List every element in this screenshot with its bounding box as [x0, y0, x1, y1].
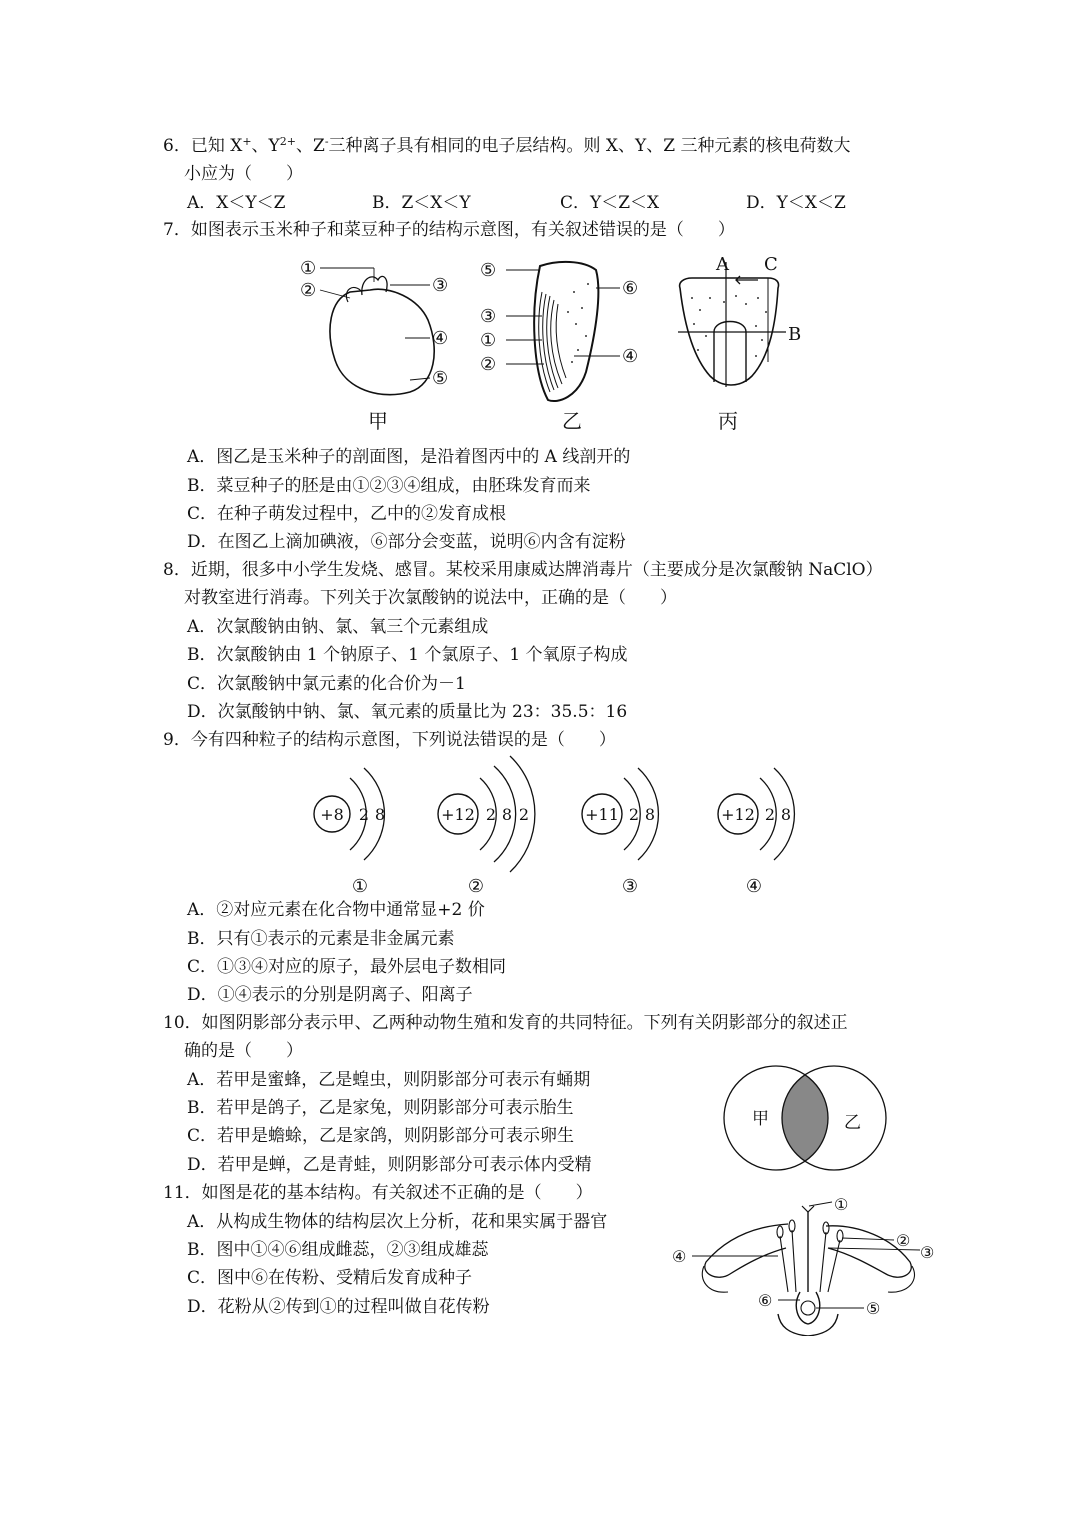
flower-mark-3: ③	[920, 1243, 935, 1262]
yi-mark-5: ⑤	[480, 260, 497, 281]
flower-diagram	[668, 1196, 940, 1336]
q10-option-a: A．若甲是蜜蜂，乙是蝗虫，则阴影部分可表示有蛹期	[187, 1070, 591, 1090]
particle-4-shell-2: 8	[780, 805, 792, 824]
venn-label-right: 乙	[844, 1113, 861, 1133]
q6-option-a: A．X＜Y＜Z	[187, 193, 286, 213]
q9-option-b: B．只有①表示的元素是非金属元素	[187, 929, 455, 949]
flower-ovule	[801, 1301, 815, 1315]
particle-2-nucleus: +12	[441, 805, 475, 824]
particle-2-label: ②	[467, 876, 485, 897]
particle-2-shell-2: 8	[501, 805, 513, 824]
particle-3-shell-2: 8	[644, 805, 656, 824]
jia-mark-1: ①	[300, 258, 317, 279]
flower-mark-5: ⑤	[866, 1299, 881, 1318]
q11-option-b: B．图中①④⑥组成雌蕊，②③组成雄蕊	[187, 1240, 489, 1260]
q6-option-b: B．Z＜X＜Y	[372, 193, 471, 213]
particle-2-shell-1: 2	[485, 805, 497, 824]
yi-mark-6: ⑥	[622, 278, 639, 299]
q9-option-a: A．②对应元素在化合物中通常显+2 价	[187, 900, 485, 920]
yi-caption: 乙	[562, 409, 582, 433]
bing-mark-c: C	[764, 254, 778, 275]
particle-4	[718, 768, 794, 897]
q6-option-c: C．Y＜Z＜X	[560, 193, 660, 213]
q6-stem-line1: 6．已知 X+、$Y^{2+}$、Z-三种离子具有相同的电子层结构。则 X、Y、Z 三种元素的核电荷数大	[163, 135, 851, 156]
corn-seed-outline	[534, 262, 598, 401]
yi-mark-1: ①	[480, 330, 497, 351]
q7-option-a: A．图乙是玉米种子的剖面图，是沿着图丙中的 A 线剖开的	[187, 447, 631, 467]
jia-mark-3: ③	[432, 275, 449, 296]
q7-option-c: C．在种子萌发过程中，乙中的②发育成根	[187, 504, 507, 524]
q6-stem-line2: 小应为（ ）	[184, 164, 303, 184]
particle-2	[438, 756, 535, 897]
jia-caption: 甲	[368, 409, 388, 433]
q10-option-c: C．若甲是蟾蜍，乙是家鸽，则阴影部分可表示卵生	[187, 1126, 575, 1146]
q11-option-a: A．从构成生物体的结构层次上分析，花和果实属于器官	[187, 1212, 608, 1232]
particle-1	[314, 768, 385, 897]
q10-option-b: B．若甲是鸽子，乙是家兔，则阴影部分可表示胎生	[187, 1098, 574, 1118]
particle-1-shell-2: 8	[374, 805, 386, 824]
particle-1-label: ①	[351, 876, 369, 897]
q7-option-d: D．在图乙上滴加碘液，⑥部分会变蓝，说明⑥内含有淀粉	[187, 532, 626, 552]
q11-option-c: C．图中⑥在传粉、受精后发育成种子	[187, 1268, 473, 1288]
flower-mark-6: ⑥	[758, 1291, 773, 1310]
jia-mark-4: ④	[432, 328, 449, 349]
yi-mark-3: ③	[480, 306, 497, 327]
flower-receptacle	[778, 1314, 838, 1336]
particle-3-shell-1: 2	[628, 805, 640, 824]
jia-mark-5: ⑤	[432, 368, 449, 389]
q8-option-c: C．次氯酸钠中氯元素的化合价为－1	[187, 674, 466, 694]
q8-stem-line1: 8．近期，很多中小学生发烧、感冒。某校采用康威达牌消毒片（主要成分是次氯酸钠 NaClO）	[163, 560, 883, 580]
q8-option-b: B．次氯酸钠由 1 个钠原子、1 个氯原子、1 个氧原子构成	[187, 645, 628, 665]
flower-left-petal	[705, 1224, 788, 1277]
q11-option-d: D．花粉从②传到①的过程叫做自花传粉	[187, 1297, 490, 1317]
q10-stem-line2: 确的是（ ）	[184, 1041, 303, 1061]
venn-label-left: 甲	[752, 1109, 769, 1129]
flower-mark-4: ④	[672, 1247, 687, 1266]
particle-1-shell-1: 2	[358, 805, 370, 824]
q7-option-b: B．菜豆种子的胚是由①②③④组成，由胚珠发育而来	[187, 476, 591, 496]
particle-4-label: ④	[745, 876, 763, 897]
flower-mark-1: ①	[834, 1196, 849, 1214]
q10-stem-line1: 10．如图阴影部分表示甲、乙两种动物生殖和发育的共同特征。下列有关阴影部分的叙述正	[163, 1013, 848, 1033]
q8-stem-line2: 对教室进行消毒。下列关于次氯酸钠的说法中，正确的是（ ）	[184, 588, 677, 608]
seed-figure-yi	[478, 252, 653, 435]
particle-3-nucleus: +11	[585, 805, 619, 824]
particle-4-nucleus: +12	[721, 805, 755, 824]
particle-3-label: ③	[621, 876, 639, 897]
q9-option-c: C．①③④对应的原子，最外层电子数相同	[187, 957, 507, 977]
seed-figure-jia	[290, 250, 470, 435]
corn-endosperm-dots	[567, 283, 589, 363]
particle-2-shell-3: 2	[518, 805, 530, 824]
seed-figure-bing	[658, 252, 808, 435]
q11-stem: 11．如图是花的基本结构。有关叙述不正确的是（ ）	[163, 1183, 593, 1203]
q7-stem: 7．如图表示玉米种子和菜豆种子的结构示意图，有关叙述错误的是（ ）	[163, 220, 735, 240]
bing-mark-a: A	[716, 254, 729, 275]
particle-4-shell-1: 2	[764, 805, 776, 824]
flower-mark-2: ②	[896, 1231, 911, 1250]
venn-diagram	[718, 1062, 893, 1174]
yi-mark-4: ④	[622, 346, 639, 367]
q8-option-d: D．次氯酸钠中钠、氯、氧元素的质量比为 23：35.5：16	[187, 702, 628, 722]
bean-radicle	[346, 287, 362, 302]
yi-mark-2: ②	[480, 354, 497, 375]
q9-option-d: D．①④表示的分别是阴离子、阳离子	[187, 985, 473, 1005]
jia-mark-2: ②	[300, 280, 317, 301]
bing-mark-b: B	[788, 324, 802, 345]
flower-pistil	[796, 1212, 819, 1324]
particle-1-nucleus: +8	[320, 805, 344, 824]
particle-3	[582, 768, 658, 897]
q9-stem: 9．今有四种粒子的结构示意图，下列说法错误的是（ ）	[163, 730, 616, 750]
q6-option-d: D．Y＜X＜Z	[746, 193, 846, 213]
q8-option-a: A．次氯酸钠由钠、氯、氧三个元素组成	[187, 617, 489, 637]
flower-stamens	[777, 1220, 843, 1292]
bing-caption: 丙	[718, 409, 738, 433]
q10-option-d: D．若甲是蝉，乙是青蛙，则阴影部分可表示体内受精	[187, 1155, 592, 1175]
particle-diagrams	[300, 752, 800, 902]
